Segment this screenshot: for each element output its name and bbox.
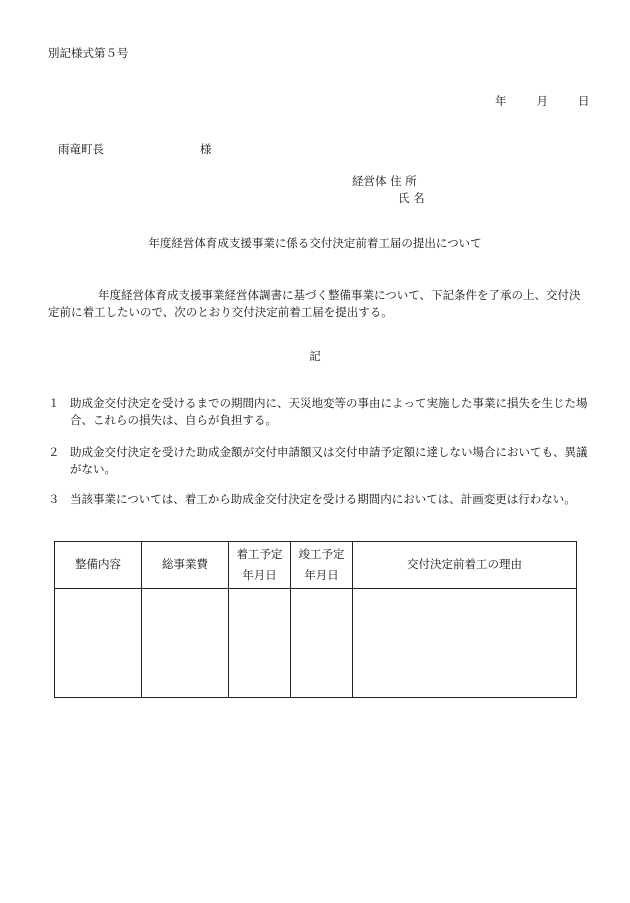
table-header-row (55, 542, 577, 589)
cell-start-date[interactable] (229, 589, 291, 698)
condition-text: 助成金交付決定を受けるまでの期間内に、天災地変等の事由によって実施した事業に損失を生じた場合、これらの損失は、自らが負担する。 (70, 396, 588, 427)
header-total-cost: 総事業費 (142, 542, 229, 589)
condition-number: ２ (48, 445, 60, 459)
condition-item (48, 444, 588, 478)
cell-work-content[interactable] (55, 589, 142, 698)
condition-text: 助成金交付決定を受けた助成金額が交付申請額又は交付申請予定額に達しない場合においても、異議がない。 (70, 445, 588, 476)
ki-heading: 記 (309, 349, 321, 363)
header-reason: 交付決定前着工の理由 (353, 542, 577, 589)
addressee-name: 雨竜町長 (58, 142, 104, 156)
condition-item (48, 395, 588, 429)
schedule-table (54, 541, 577, 698)
condition-number: ３ (48, 492, 60, 506)
condition-number: １ (48, 396, 60, 410)
cell-reason[interactable] (353, 589, 577, 698)
date-month: 月 (536, 94, 548, 108)
body-paragraph: 年度経営体育成支援事業経営体調書に基づく整備事業について、下記条件を了承の上、交付決定前に着工したいので、次のとおり交付決定前着工届を提出する。 (48, 288, 581, 319)
addressee-honorific: 様 (200, 142, 212, 156)
condition-item (48, 491, 588, 508)
condition-text: 当該事業については、着工から助成金交付決定を受ける期間内においては、計画変更は行わない。 (70, 492, 576, 506)
applicant-name-label: 氏 名 (398, 191, 425, 205)
header-completion-date: 竣工予定 年月日 (291, 542, 353, 589)
cell-total-cost[interactable] (142, 589, 229, 698)
date-line (495, 95, 590, 109)
form-number: 別記様式第５号 (48, 46, 129, 60)
cell-completion-date[interactable] (291, 589, 353, 698)
table-row (55, 589, 577, 698)
document-title: 年度経営体育成支援事業に係る交付決定前着工届の提出について (148, 236, 482, 250)
addressee (58, 143, 212, 157)
date-year: 年 (495, 94, 507, 108)
header-work-content: 整備内容 (55, 542, 142, 589)
applicant-address-label: 経営体 住 所 (352, 174, 417, 188)
date-day: 日 (578, 94, 590, 108)
header-start-date: 着工予定 年月日 (229, 542, 291, 589)
